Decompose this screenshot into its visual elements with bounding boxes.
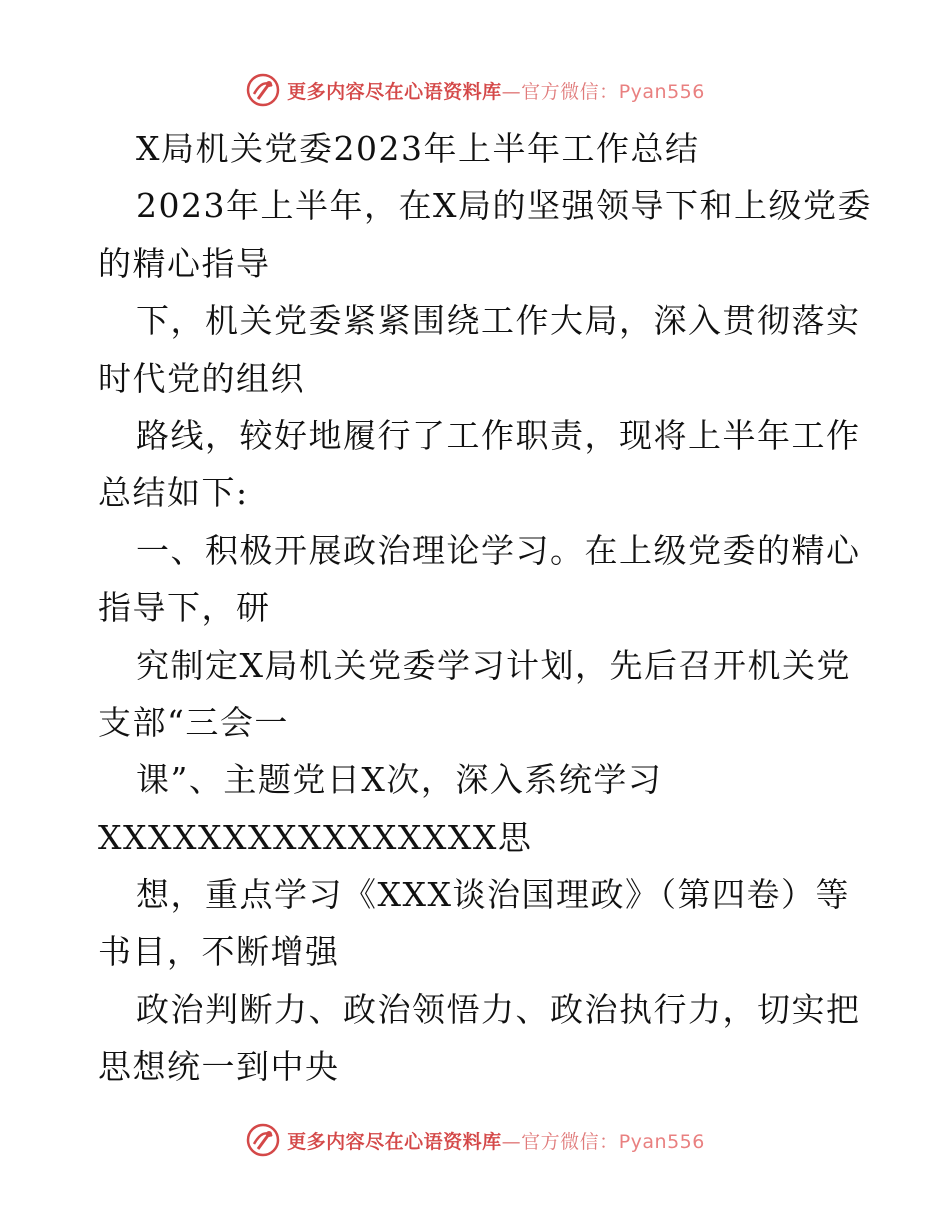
paragraph-line: 下，机关党委紧紧围绕工作大局，深入贯彻落实: [136, 301, 861, 341]
paragraph-line: 路线，较好地履行了工作职责，现将上半年工作: [136, 415, 861, 455]
paragraph-line: 时代党的组织: [98, 358, 305, 398]
paragraph-line: 课”、主题党日X次，深入系统学习: [136, 760, 663, 800]
watermark-text: 更多内容尽在心语资料库—官方微信：Pyan556: [287, 80, 705, 103]
watermark-logo-icon: [245, 72, 281, 108]
watermark-logo-icon: [245, 1122, 281, 1158]
paragraph-line: 支部“三会一: [98, 702, 289, 742]
watermark-text: 更多内容尽在心语资料库—官方微信：Pyan556: [287, 1130, 705, 1153]
paragraph-line: 的精心指导: [98, 243, 271, 283]
watermark-bottom: [0, 1120, 950, 1160]
paragraph-line: 政治判断力、政治领悟力、政治执行力，切实把: [136, 989, 861, 1029]
watermark-top: [0, 70, 950, 110]
paragraph-line: 书目，不断增强: [98, 932, 340, 972]
paragraph-line: 想，重点学习《XXX谈治国理政》（第四卷）等: [136, 875, 850, 915]
paragraph-line: 思想统一到中央: [98, 1047, 340, 1087]
section-heading-line: 一、积极开展政治理论学习。在上级党委的精心: [136, 530, 861, 570]
document-title: X局机关党委2023年上半年工作总结: [136, 129, 700, 168]
paragraph-line: 2023年上半年，在X局的坚强领导下和上级党委: [136, 186, 872, 226]
document-body: [98, 120, 872, 1096]
paragraph-line: XXXXXXXXXXXXXXXX思: [98, 817, 533, 857]
paragraph-line: 指导下，研: [98, 588, 271, 628]
paragraph-line: 总结如下:: [98, 473, 249, 513]
paragraph-line: 究制定X局机关党委学习计划，先后召开机关党: [136, 645, 851, 685]
